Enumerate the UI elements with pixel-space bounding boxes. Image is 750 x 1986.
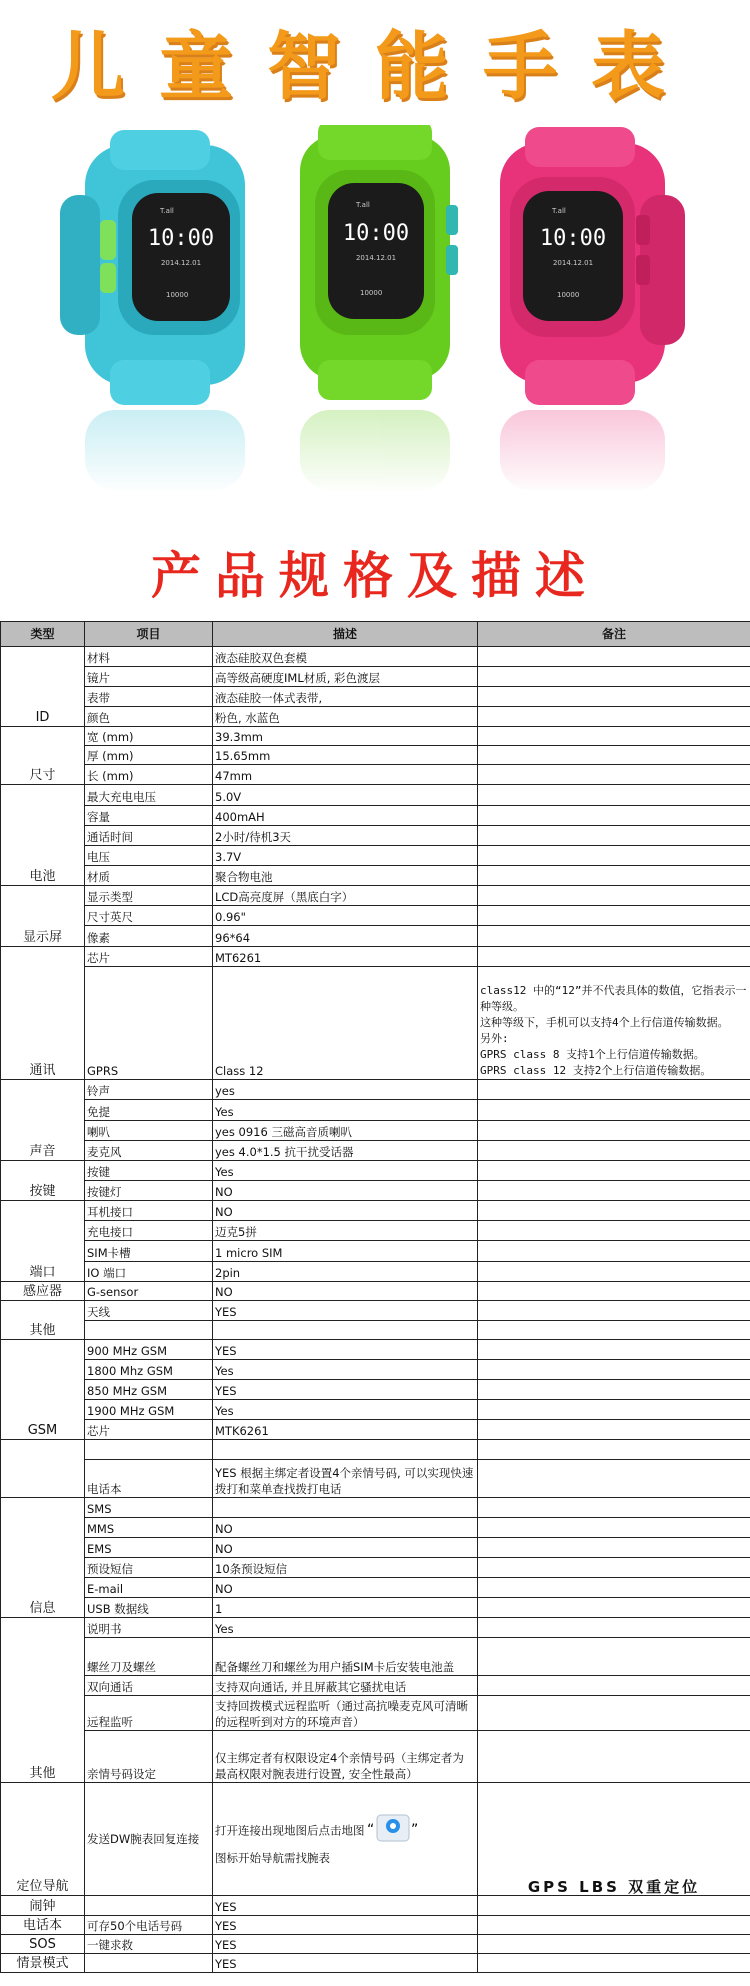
table-row <box>1 1731 750 1783</box>
desc-cell: 高等级高硬度IML材质, 彩色渡层 <box>213 667 478 687</box>
desc-cell <box>213 1440 478 1460</box>
note-cell <box>478 707 750 727</box>
item-cell: 一键求救 <box>85 1935 213 1954</box>
desc-cell: 3.7V <box>213 846 478 866</box>
item-cell: 1800 Mhz GSM <box>85 1360 213 1380</box>
table-row <box>1 1440 750 1460</box>
header-desc: 描述 <box>213 622 478 647</box>
table-row <box>1 1954 750 1973</box>
item-cell: 耳机接口 <box>85 1201 213 1221</box>
desc-cell: MTK6261 <box>213 1420 478 1440</box>
desc-cell: 39.3mm <box>213 727 478 746</box>
table-row <box>1 1538 750 1558</box>
watch-blue-status: T.all <box>160 207 174 215</box>
item-cell <box>85 1440 213 1460</box>
item-cell: 长 (mm) <box>85 765 213 785</box>
table-row <box>1 1380 750 1400</box>
desc-cell: YES <box>213 1954 478 1973</box>
desc-cell: Yes <box>213 1100 478 1121</box>
category-cell: 信息 <box>1 1498 85 1618</box>
table-row <box>1 1321 750 1340</box>
item-cell: 喇叭 <box>85 1121 213 1141</box>
item-cell: 免提 <box>85 1100 213 1121</box>
desc-cell: Class 12 <box>213 967 478 1080</box>
desc-cell: 聚合物电池 <box>213 866 478 886</box>
item-cell: 像素 <box>85 926 213 947</box>
table-row <box>1 886 750 906</box>
item-cell: 表带 <box>85 687 213 707</box>
desc-cell: 支持双向通话, 并且屏蔽其它骚扰电话 <box>213 1676 478 1696</box>
item-cell: 材料 <box>85 647 213 667</box>
item-cell: EMS <box>85 1538 213 1558</box>
item-cell: 麦克风 <box>85 1141 213 1161</box>
watch-blue <box>60 130 245 405</box>
banner-title: 儿童智能手表 <box>51 24 699 110</box>
desc-cell: NO <box>213 1282 478 1301</box>
category-cell: SOS <box>1 1935 85 1954</box>
item-cell: 容量 <box>85 806 213 826</box>
desc-cell: Yes <box>213 1360 478 1380</box>
item-cell: 镜片 <box>85 667 213 687</box>
category-cell: 情景模式 <box>1 1954 85 1973</box>
desc-cell: 迈克5拼 <box>213 1221 478 1241</box>
note-cell <box>478 1100 750 1121</box>
table-row <box>1 1783 750 1896</box>
table-row <box>1 1896 750 1916</box>
watch-blue-date: 2014.12.01 <box>160 259 202 267</box>
table-row <box>1 1301 750 1321</box>
watch-pink-steps: 10000 <box>557 291 580 299</box>
note-cell <box>478 1676 750 1696</box>
desc-cell: 400mAH <box>213 806 478 826</box>
desc-cell: 10条预设短信 <box>213 1558 478 1578</box>
desc-cell: YES <box>213 1916 478 1935</box>
table-row <box>1 947 750 967</box>
note-cell <box>478 947 750 967</box>
item-cell: 可存50个电话号码 <box>85 1916 213 1935</box>
watch-green-status: T.all <box>356 201 370 209</box>
table-row <box>1 687 750 707</box>
item-cell: 宽 (mm) <box>85 727 213 746</box>
desc-cell <box>213 1321 478 1340</box>
table-row <box>1 1400 750 1420</box>
desc-cell: 液态硅胶一体式表带, <box>213 687 478 707</box>
item-cell: 铃声 <box>85 1080 213 1100</box>
category-cell: 尺寸 <box>1 727 85 785</box>
table-row <box>1 1618 750 1638</box>
note-cell <box>478 727 750 746</box>
item-cell: 厚 (mm) <box>85 746 213 765</box>
category-cell: ID <box>1 647 85 727</box>
table-row <box>1 707 750 727</box>
item-cell: SMS <box>85 1498 213 1518</box>
table-row <box>1 1558 750 1578</box>
table-row <box>1 727 750 746</box>
item-cell: 双向通话 <box>85 1676 213 1696</box>
table-row <box>1 1916 750 1935</box>
note-cell <box>478 1618 750 1638</box>
table-row <box>1 1360 750 1380</box>
watch-pink <box>500 127 685 405</box>
category-cell: 通讯 <box>1 947 85 1080</box>
header-item: 项目 <box>85 622 213 647</box>
category-cell: 显示屏 <box>1 886 85 947</box>
item-cell: 芯片 <box>85 947 213 967</box>
desc-cell: NO <box>213 1181 478 1201</box>
table-row <box>1 967 750 1080</box>
note-cell <box>478 1498 750 1518</box>
desc-cell: 2pin <box>213 1262 478 1282</box>
desc-cell: YES <box>213 1896 478 1916</box>
table-row <box>1 1262 750 1282</box>
note-cell <box>478 926 750 947</box>
desc-cell: YES <box>213 1340 478 1360</box>
desc-cell: 仅主绑定者有权限设定4个亲情号码（主绑定者为最高权限对腕表进行设置, 安全性最高） <box>213 1731 478 1783</box>
desc-cell: 1 micro SIM <box>213 1241 478 1262</box>
note-cell <box>478 826 750 846</box>
watch-pink-date: 2014.12.01 <box>552 259 594 267</box>
item-cell: 850 MHz GSM <box>85 1380 213 1400</box>
desc-cell: YES 根据主绑定者设置4个亲情号码, 可以实现快速拨打和菜单查找拨打电话 <box>213 1460 478 1498</box>
header-type: 类型 <box>1 622 85 647</box>
table-row <box>1 806 750 826</box>
desc-cell: YES <box>213 1301 478 1321</box>
table-row <box>1 1420 750 1440</box>
note-cell <box>478 806 750 826</box>
note-cell <box>478 1340 750 1360</box>
table-row <box>1 926 750 947</box>
note-cell <box>478 1360 750 1380</box>
table-row <box>1 1518 750 1538</box>
item-cell: GPRS <box>85 967 213 1080</box>
item-cell: MMS <box>85 1518 213 1538</box>
table-row <box>1 1460 750 1498</box>
item-cell: 尺寸英尺 <box>85 906 213 926</box>
item-cell: E-mail <box>85 1578 213 1598</box>
svg-text:”: ” <box>410 1822 418 1838</box>
note-cell <box>478 1696 750 1731</box>
item-cell: 天线 <box>85 1301 213 1321</box>
item-cell: 说明书 <box>85 1618 213 1638</box>
item-cell: G-sensor <box>85 1282 213 1301</box>
desc-cell: YES <box>213 1935 478 1954</box>
table-row <box>1 1201 750 1221</box>
note-cell <box>478 906 750 926</box>
category-cell: 感应器 <box>1 1282 85 1301</box>
note-cell <box>478 1121 750 1141</box>
nav-desc-line2: 图标开始导航需找腕表 <box>215 1851 330 1865</box>
watch-blue-time: 10:00 <box>147 226 215 251</box>
note-cell: class12 中的“12”并不代表具体的数值，它指表示一种等级。 这种等级下，手机可以支持4个上行信道传输数据。 另外: GPRS class 8 支持1个上行信道传输数据。 GPRS class 12 支持2个上行信道传输数据。 <box>478 967 750 1080</box>
note-cell <box>478 1262 750 1282</box>
note-cell <box>478 1282 750 1301</box>
item-cell: 电话本 <box>85 1460 213 1498</box>
note-cell <box>478 1141 750 1161</box>
item-cell: 材质 <box>85 866 213 886</box>
category-cell: 闹钟 <box>1 1896 85 1916</box>
table-row <box>1 1282 750 1301</box>
note-cell <box>478 1731 750 1783</box>
desc-cell: 47mm <box>213 765 478 785</box>
desc-cell: YES <box>213 1380 478 1400</box>
watch-green-steps: 10000 <box>360 289 383 297</box>
note-cell <box>478 1420 750 1440</box>
desc-cell <box>213 1783 478 1896</box>
note-cell <box>478 1558 750 1578</box>
table-row <box>1 826 750 846</box>
header-note: 备注 <box>478 622 750 647</box>
desc-cell: NO <box>213 1538 478 1558</box>
category-cell <box>1 1440 85 1498</box>
table-row <box>1 1638 750 1676</box>
category-cell: 端口 <box>1 1201 85 1282</box>
note-cell <box>478 687 750 707</box>
desc-cell: 配备螺丝刀和螺丝为用户插SIM卡后安装电池盖 <box>213 1638 478 1676</box>
item-cell: 发送DW腕表回复连接 <box>85 1783 213 1896</box>
watch-green <box>300 125 458 400</box>
table-row <box>1 1080 750 1100</box>
product-hero-image <box>0 125 750 495</box>
note-cell <box>478 746 750 765</box>
category-cell: 按键 <box>1 1161 85 1201</box>
desc-cell: 液态硅胶双色套模 <box>213 647 478 667</box>
note-cell <box>478 1161 750 1181</box>
category-cell: 其他 <box>1 1301 85 1340</box>
note-cell <box>478 1241 750 1262</box>
desc-cell: 5.0V <box>213 785 478 806</box>
desc-cell: 0.96" <box>213 906 478 926</box>
desc-cell: 粉色, 水蓝色 <box>213 707 478 727</box>
spec-table <box>0 621 750 1973</box>
table-row <box>1 906 750 926</box>
item-cell: 螺丝刀及螺丝 <box>85 1638 213 1676</box>
note-cell <box>478 1954 750 1973</box>
item-cell <box>85 1896 213 1916</box>
desc-cell: Yes <box>213 1161 478 1181</box>
desc-cell: 支持回拨模式远程监听（通过高抗噪麦克风可清晰的远程听到对方的环境声音） <box>213 1696 478 1731</box>
category-cell: 定位导航 <box>1 1783 85 1896</box>
item-cell <box>85 1954 213 1973</box>
note-cell <box>478 1538 750 1558</box>
item-cell: 预设短信 <box>85 1558 213 1578</box>
desc-cell: Yes <box>213 1618 478 1638</box>
desc-cell: MT6261 <box>213 947 478 967</box>
desc-cell: 2小时/待机3天 <box>213 826 478 846</box>
note-cell <box>478 846 750 866</box>
watch-pink-status: T.all <box>552 207 566 215</box>
table-row <box>1 1241 750 1262</box>
watch-green-time: 10:00 <box>342 221 410 246</box>
note-cell <box>478 1181 750 1201</box>
note-cell <box>478 1598 750 1618</box>
table-row <box>1 1100 750 1121</box>
section-title: 产品规格及描述 <box>151 547 599 605</box>
svg-text:“: “ <box>366 1822 374 1838</box>
table-row <box>1 1121 750 1141</box>
gps-lbs-note: GPS LBS 双重定位 <box>478 1783 750 1896</box>
note-cell <box>478 1578 750 1598</box>
item-cell: 芯片 <box>85 1420 213 1440</box>
note-cell <box>478 1638 750 1676</box>
table-row <box>1 1141 750 1161</box>
note-cell <box>478 765 750 785</box>
note-cell <box>478 1201 750 1221</box>
category-cell: 电话本 <box>1 1916 85 1935</box>
note-cell <box>478 667 750 687</box>
table-row <box>1 866 750 886</box>
note-cell <box>478 1301 750 1321</box>
note-cell <box>478 1460 750 1498</box>
desc-cell: 1 <box>213 1598 478 1618</box>
desc-cell: yes 0916 三磁高音质喇叭 <box>213 1121 478 1141</box>
desc-cell: NO <box>213 1518 478 1538</box>
note-cell <box>478 1518 750 1538</box>
watch-blue-steps: 10000 <box>166 291 189 299</box>
desc-cell: yes <box>213 1080 478 1100</box>
note-cell <box>478 785 750 806</box>
category-cell: 声音 <box>1 1080 85 1161</box>
desc-cell: yes 4.0*1.5 抗干扰受话器 <box>213 1141 478 1161</box>
item-cell: 显示类型 <box>85 886 213 906</box>
table-row <box>1 1181 750 1201</box>
item-cell: 远程监听 <box>85 1696 213 1731</box>
table-row <box>1 1498 750 1518</box>
note-cell <box>478 1380 750 1400</box>
item-cell: IO 端口 <box>85 1262 213 1282</box>
category-cell: 电池 <box>1 785 85 886</box>
table-row <box>1 846 750 866</box>
item-cell: 亲情号码设定 <box>85 1731 213 1783</box>
nav-desc-line1: 打开连接出现地图后点击地图 <box>215 1823 365 1838</box>
note-cell <box>478 1400 750 1420</box>
desc-cell: 96*64 <box>213 926 478 947</box>
item-cell: 900 MHz GSM <box>85 1340 213 1360</box>
desc-cell: 15.65mm <box>213 746 478 765</box>
item-cell: SIM卡槽 <box>85 1241 213 1262</box>
item-cell: 颜色 <box>85 707 213 727</box>
item-cell: 通话时间 <box>85 826 213 846</box>
spec-table-header <box>1 622 750 647</box>
item-cell: 电压 <box>85 846 213 866</box>
table-row <box>1 1221 750 1241</box>
watch-pink-time: 10:00 <box>539 226 607 251</box>
desc-cell: Yes <box>213 1400 478 1420</box>
table-row <box>1 647 750 667</box>
note-cell <box>478 866 750 886</box>
note-cell <box>478 1896 750 1916</box>
note-cell <box>478 647 750 667</box>
note-cell <box>478 1221 750 1241</box>
desc-cell: NO <box>213 1201 478 1221</box>
desc-cell <box>213 1498 478 1518</box>
desc-cell: LCD高亮度屏（黑底白字） <box>213 886 478 906</box>
note-cell <box>478 1080 750 1100</box>
item-cell: USB 数据线 <box>85 1598 213 1618</box>
note-cell <box>478 1935 750 1954</box>
table-row <box>1 1676 750 1696</box>
note-cell <box>478 886 750 906</box>
category-cell: GSM <box>1 1340 85 1440</box>
map-location-icon <box>365 1812 425 1850</box>
watch-green-date: 2014.12.01 <box>355 254 397 262</box>
table-row <box>1 785 750 806</box>
note-cell <box>478 1916 750 1935</box>
table-row <box>1 765 750 785</box>
table-row <box>1 1598 750 1618</box>
note-cell <box>478 1440 750 1460</box>
item-cell: 按键灯 <box>85 1181 213 1201</box>
category-cell: 其他 <box>1 1618 85 1783</box>
item-cell <box>85 1321 213 1340</box>
table-row <box>1 667 750 687</box>
table-row <box>1 1578 750 1598</box>
item-cell: 充电接口 <box>85 1221 213 1241</box>
table-row <box>1 1696 750 1731</box>
table-row <box>1 1161 750 1181</box>
table-row <box>1 1935 750 1954</box>
note-cell <box>478 1321 750 1340</box>
desc-cell: NO <box>213 1578 478 1598</box>
table-row <box>1 746 750 765</box>
item-cell: 最大充电电压 <box>85 785 213 806</box>
spec-table-body <box>1 647 750 1973</box>
item-cell: 按键 <box>85 1161 213 1181</box>
table-row <box>1 1340 750 1360</box>
item-cell: 1900 MHz GSM <box>85 1400 213 1420</box>
